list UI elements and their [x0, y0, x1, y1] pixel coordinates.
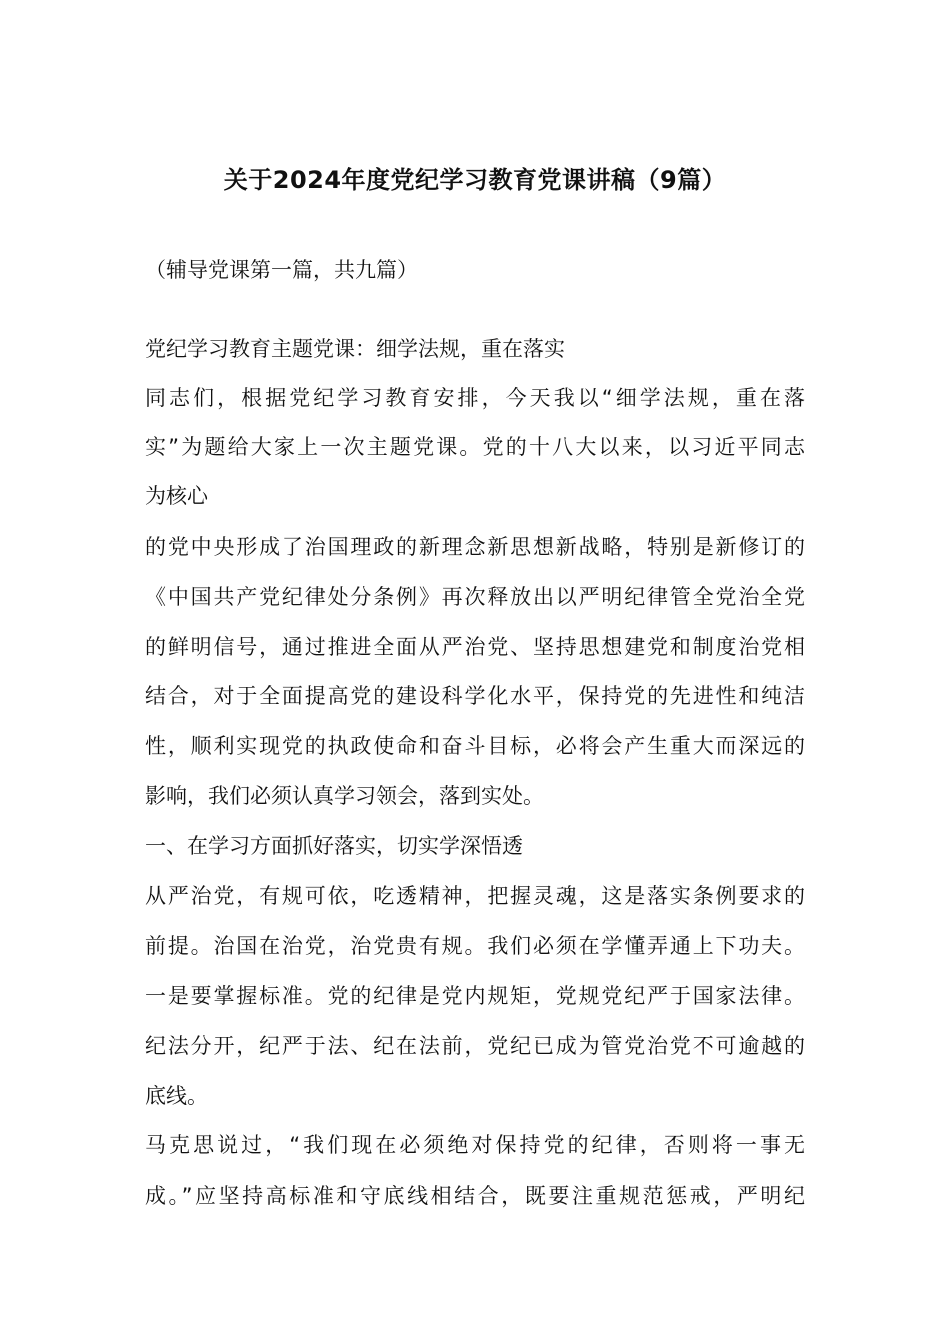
section-heading: 一、在学习方面抓好落实，切实学深悟透: [145, 834, 523, 858]
paragraph-line: 结合，对于全面提高党的建设科学化水平，保持党的先进性和纯洁: [145, 684, 805, 708]
paragraph-line: 《中国共产党纪律处分条例》再次释放出以严明纪律管全党治全党: [145, 585, 805, 609]
heading-line: 党纪学习教育主题党课：细学法规，重在落实: [145, 337, 565, 361]
paragraph-line: 同志们，根据党纪学习教育安排，今天我以“细学法规，重在落: [145, 386, 805, 410]
paragraph-line: 马克思说过，“我们现在必须绝对保持党的纪律，否则将一事无: [145, 1133, 805, 1157]
document-title: 关于2024年度党纪学习教育党课讲稿（9篇）: [223, 166, 727, 194]
paragraph-line: 实”为题给大家上一次主题党课。党的十八大以来，以习近平同志: [145, 435, 805, 459]
paragraph-line: 为核心: [145, 484, 208, 508]
paragraph-line: 的鲜明信号，通过推进全面从严治党、坚持思想建党和制度治党相: [145, 635, 805, 659]
paragraph-line: 的党中央形成了治国理政的新理念新思想新战略，特别是新修订的: [145, 535, 805, 559]
paragraph-line: 一是要掌握标准。党的纪律是党内规矩，党规党纪严于国家法律。: [145, 984, 805, 1008]
paragraph-line: 从严治党，有规可依，吃透精神，把握灵魂，这是落实条例要求的: [145, 884, 805, 908]
paragraph-line: 性，顺利实现党的执政使命和奋斗目标，必将会产生重大而深远的: [145, 734, 805, 758]
paragraph-line: 影响，我们必须认真学习领会，落到实处。: [145, 784, 544, 808]
paragraph-line: 前提。治国在治党，治党贵有规。我们必须在学懂弄通上下功夫。: [145, 934, 805, 958]
subtitle-line: （辅导党课第一篇，共九篇）: [145, 258, 418, 282]
paragraph-line: 底线。: [145, 1084, 208, 1108]
paragraph-line: 纪法分开，纪严于法、纪在法前，党纪已成为管党治党不可逾越的: [145, 1034, 805, 1058]
paragraph-line: 成。”应坚持高标准和守底线相结合，既要注重规范惩戒，严明纪: [145, 1184, 805, 1208]
